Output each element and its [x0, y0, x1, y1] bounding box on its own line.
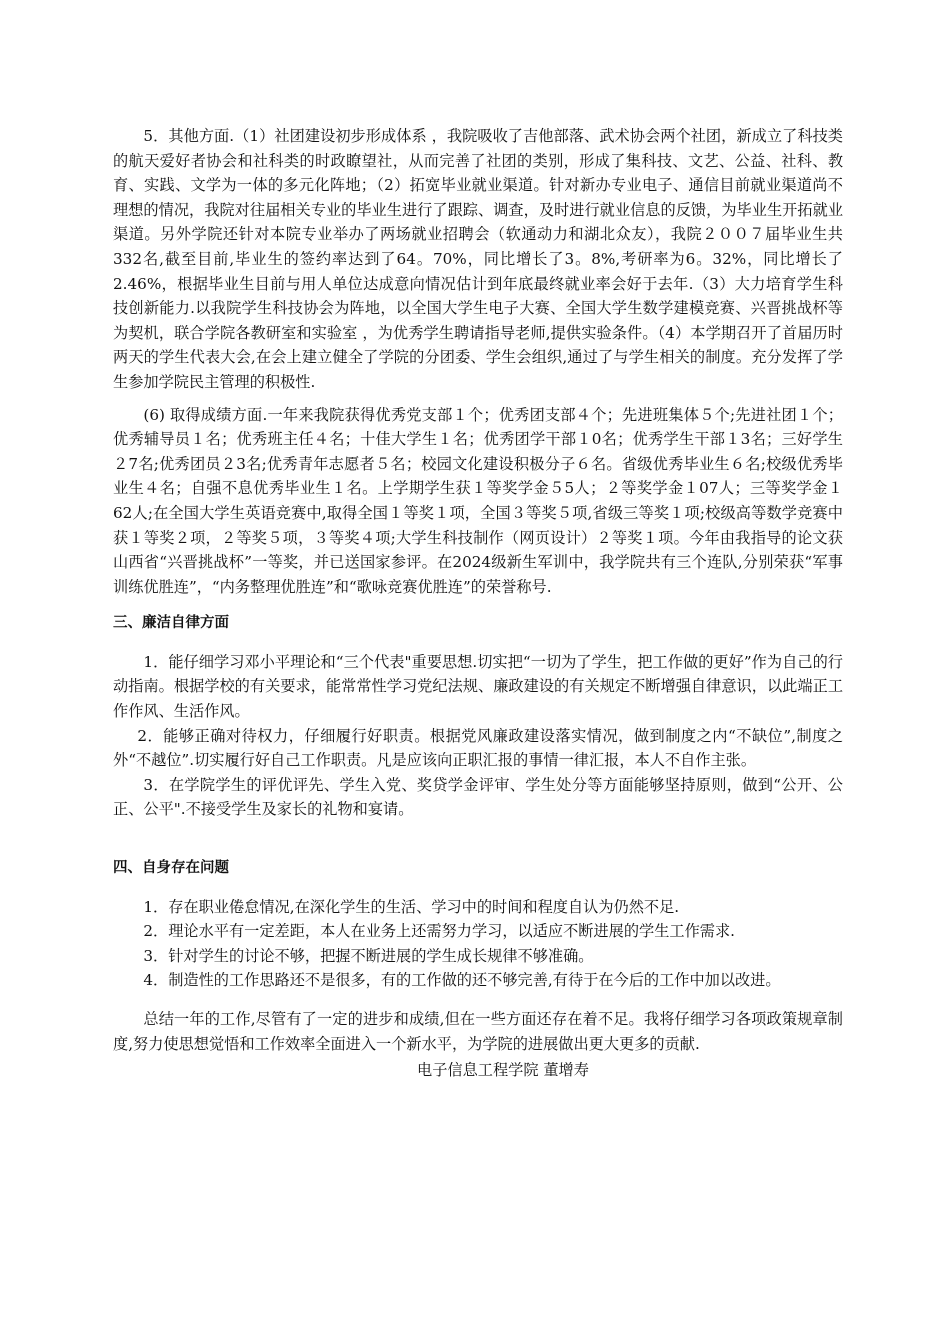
paragraph-other-aspects: 5．其他方面.（1）社团建设初步形成体系 ，我院吸收了吉他部落、武术协会两个社团，新成立了科技类的航天爱好者协会和社科类的时政瞭望社，从而完善了社团的类别，形成了集科技、文艺、公益、社科、教育、实践、文学为一体的多元化阵地；（2）拓宽毕业就业渠道。针对新办专业电子、通信目前就业渠道尚不理想的情况，我院对往届相关专业的毕业生进行了跟踪、调查，及时进行就业信息的反馈，为毕业生开拓就业渠道。另外学院还针对本院专业举办了两场就业招聘会（软通动力和湖北众友），我院２００７届毕业生共332名,截至目前,毕业生的签约率达到了64。70%，同比增长了3。8%,考研率为6。32%，同比增长了2.46%，根据毕业生目前与用人单位达成意向情况估计到年底最终就业率会好于去年.（3）大力培育学生科技创新能力.以我院学生科技协会为阵地，以全国大学生电子大赛、全国大学生数学建模竞赛、兴晋挑战杯等为契机，联合学院各教研室和实验室 ，为优秀学生聘请指导老师,提供实验条件。（4）本学期召开了首届历时两天的学生代表大会,在会上建立健全了学院的分团委、学生会组织,通过了与学生相关的制度。充分发挥了学生参加学院民主管理的积极性.: [113, 127, 843, 391]
integrity-item-1: 1．能仔细学习邓小平理论和“三个代表"重要思想.切实把“一切为了学生，把工作做的更好”作为自己的行动指南。根据学校的有关要求，能常常性学习党纪法规、廉政建设的有关规定不断增强自律意识，以此端正工作作风、生活作风。: [113, 652, 843, 721]
signature: 电子信息工程学院 董增寿: [417, 1061, 589, 1080]
paragraph-achievements: (6) 取得成绩方面.一年来我院获得优秀党支部１个；优秀团支部４个；先进班集体５个;先进社团１个；优秀辅导员１名；优秀班主任４名；十佳大学生１名；优秀团学干部１0名；优秀学生干部１3名；三好学生２7名;优秀团员２3名;优秀青年志愿者５名；校园文化建设积极分子６名。省级优秀毕业生６名;校级优秀毕业生４名；自强不息优秀毕业生１名。上学期学生获１等奖学金５5人；２等奖学金１07人；三等奖学金１62人;在全国大学生英语竞赛中,取得全国１等奖１项，全国３等奖５项,省级三等奖１项;校级高等数学竞赛中获１等奖２项，２等奖５项，３等奖４项;大学生科技制作（网页设计）２等奖１项。今年由我指导的论文获山西省“兴晋挑战杯”一等奖，并已送国家参评。在2024级新生军训中，我学院共有三个连队,分别荣获“军事训练优胜连”，“内务整理优胜连”和“歌咏竞赛优胜连”的荣誉称号.: [113, 405, 843, 596]
integrity-item-3: 3．在学院学生的评优评先、学生入党、奖贷学金评审、学生处分等方面能够坚持原则，做到“公开、公正、公平".不接受学生及家长的礼物和宴请。: [113, 775, 843, 819]
section-heading-integrity: 三、廉洁自律方面: [113, 615, 229, 632]
problem-item-4: 4．制造性的工作思路还不是很多，有的工作做的还不够完善,有待于在今后的工作中加以改进。: [143, 971, 781, 990]
integrity-item-2: 2．能够正确对待权力，仔细履行好职责。根据党风廉政建设落实情况，做到制度之内“不缺位”,制度之外“不越位”.切实履行好自己工作职责。凡是应该向正职汇报的事情一律汇报，本人不自作主张。: [113, 726, 843, 770]
section-heading-problems: 四、自身存在问题: [113, 860, 229, 877]
problem-item-1: 1．存在职业倦怠情况,在深化学生的生活、学习中的时间和程度自认为仍然不足.: [143, 897, 680, 916]
closing-paragraph: 总结一年的工作,尽管有了一定的进步和成绩,但在一些方面还存在着不足。我将仔细学习各项政策规章制度,努力使思想觉悟和工作效率全面进入一个新水平，为学院的进展做出更大更多的贡献.: [113, 1010, 843, 1053]
problem-item-2: 2．理论水平有一定差距，本人在业务上还需努力学习，以适应不断进展的学生工作需求.: [143, 922, 736, 941]
problem-item-3: 3．针对学生的讨论不够，把握不断进展的学生成长规律不够准确。: [143, 946, 594, 965]
document-page: [113, 124, 843, 1083]
